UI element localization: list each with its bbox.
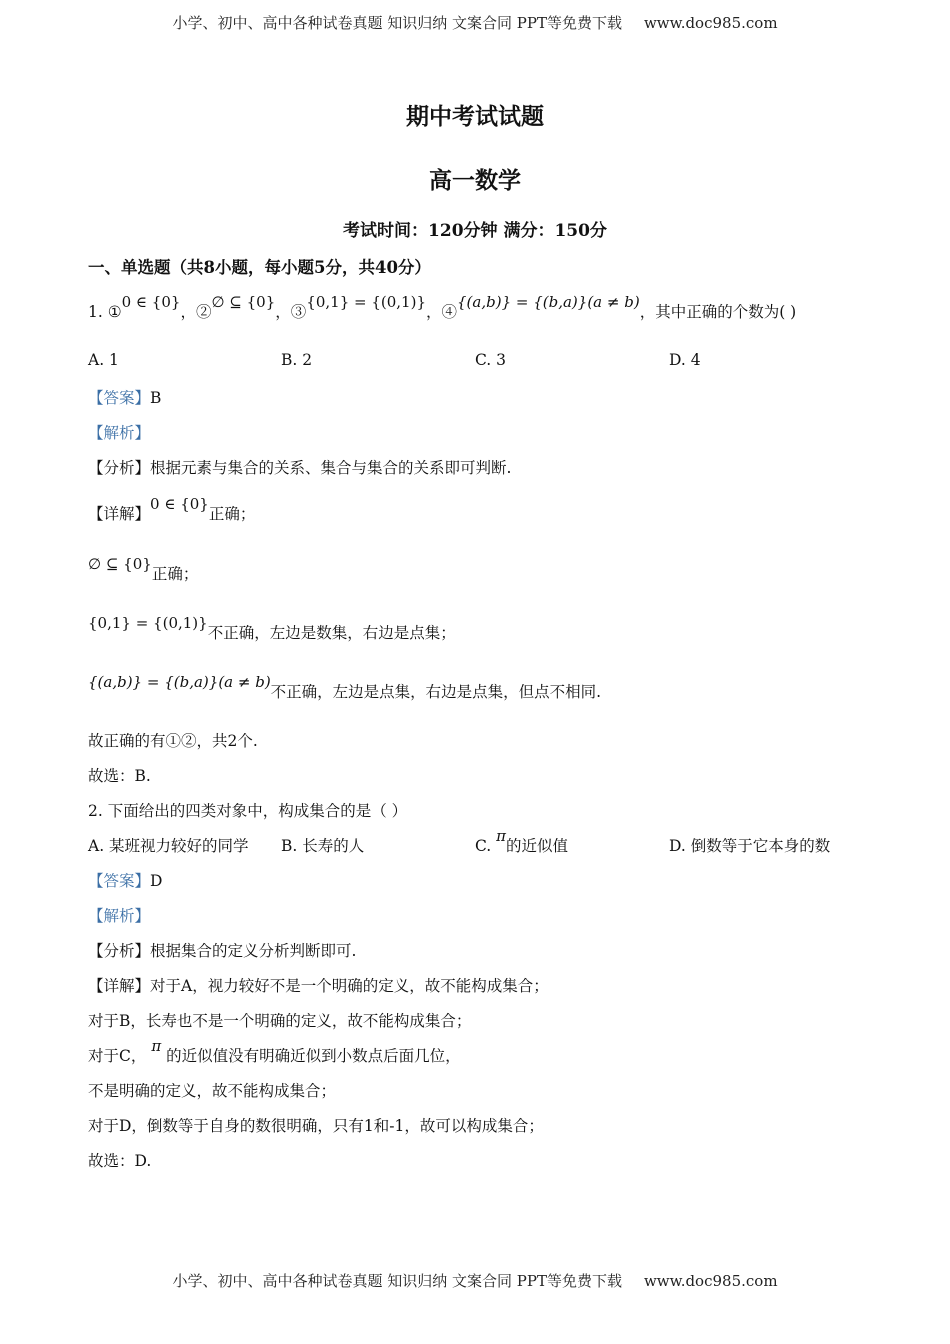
q1-answer (88, 386, 161, 408)
q1-option-a: A. 1 (88, 351, 119, 369)
q2-detail-1 (88, 974, 549, 996)
q2-detail-3 (88, 1037, 461, 1066)
pi-symbol: π (151, 1037, 162, 1055)
detail-text-3: 不正确，左边是数集，右边是点集； (207, 624, 456, 642)
q1-analysis-label: 【解析】 (88, 424, 151, 442)
q1-math-4: {(a,b)} = {(b,a)}(a ≠ b) (457, 293, 640, 311)
header-site[interactable]: www.doc985.com (643, 14, 778, 32)
q2-choose: 故选：D. (88, 1152, 152, 1170)
detail-math-3: {0,1} = {(0,1)} (88, 614, 208, 632)
q1-detail-3 (88, 614, 456, 643)
q1-option-c: C. 3 (475, 351, 507, 369)
detail-math-4: {(a,b)} = {(b,a)}(a ≠ b) (88, 673, 271, 691)
q2-option-c (475, 827, 569, 856)
answer-label: 【答案】 (88, 872, 151, 890)
q1-detail-4 (88, 673, 602, 702)
q2-fenxi (88, 939, 356, 961)
q1-option-d: D. 4 (669, 351, 701, 369)
q2-option-d: D. 倒数等于它本身的数 (669, 837, 831, 855)
q2-detail-5: 对于D，倒数等于自身的数很明确，只有1和-1，故可以构成集合； (88, 1117, 544, 1135)
page-header (0, 12, 950, 33)
detail-3-suffix: 的近似值没有明确近似到小数点后面几位， (166, 1047, 461, 1065)
q1-tail: ，其中正确的个数为( ) (639, 303, 797, 321)
q2-answer (88, 869, 162, 891)
q2-analysis-label: 【解析】 (88, 907, 151, 925)
q1-math-2: ∅ ⊆ {0} (211, 293, 276, 311)
detail-3-prefix: 对于C， (88, 1047, 147, 1065)
q2-option-a: A. 某班视力较好的同学 (88, 837, 249, 855)
fenxi-text: 根据元素与集合的关系、集合与集合的关系即可判断. (150, 459, 512, 477)
detail-text-2: 正确； (151, 565, 199, 583)
detail-text-1: 对于A，视力较好不是一个明确的定义，故不能构成集合； (150, 977, 549, 995)
xiangjie-label: 【详解】 (88, 505, 151, 523)
page-footer (0, 1270, 950, 1291)
q2-detail-2: 对于B，长寿也不是一个明确的定义，故不能构成集合； (88, 1012, 472, 1030)
detail-math-2: ∅ ⊆ {0} (88, 555, 152, 573)
detail-text-4: 不正确，左边是点集，右边是点集，但点不相同. (270, 683, 602, 701)
answer-value: D (150, 872, 163, 890)
exam-title: 期中考试试题 (406, 103, 544, 130)
q1-sep-2: ，② (180, 303, 212, 321)
section-heading: 一、单选题（共8小题，每小题5分，共40分） (88, 258, 431, 277)
xiangjie-label: 【详解】 (88, 977, 151, 995)
q1-conclusion: 故正确的有①②，共2个. (88, 732, 258, 750)
q2-option-c-prefix: C. (475, 837, 492, 855)
header-text: 小学、初中、高中各种试卷真题 知识归纳 文案合同 PPT等免费下载 (172, 14, 622, 32)
q2-option-c-suffix: 的近似值 (506, 837, 569, 855)
fenxi-label: 【分析】 (88, 942, 151, 960)
fenxi-text: 根据集合的定义分析判断即可. (150, 942, 357, 960)
q1-sep-4: ，④ (426, 303, 458, 321)
q1-prefix: 1. ① (88, 303, 122, 321)
answer-label: 【答案】 (88, 389, 151, 407)
fenxi-label: 【分析】 (88, 459, 151, 477)
detail-math-1: 0 ∈ {0} (150, 495, 209, 513)
pi-symbol: π (496, 827, 507, 845)
q1-detail-1 (88, 495, 256, 524)
q1-choose: 故选：B. (88, 767, 151, 785)
answer-value: B (150, 389, 162, 407)
q1-detail-2 (88, 555, 199, 584)
detail-text-1: 正确； (208, 505, 256, 523)
footer-text: 小学、初中、高中各种试卷真题 知识归纳 文案合同 PPT等免费下载 (172, 1272, 622, 1290)
q1-math-1: 0 ∈ {0} (121, 293, 181, 311)
q2-option-b: B. 长寿的人 (281, 837, 365, 855)
q1-math-3: {0,1} = {(0,1)} (306, 293, 426, 311)
q2-detail-4: 不是明确的定义，故不能构成集合； (88, 1082, 337, 1100)
q2-stem: 2. 下面给出的四类对象中，构成集合的是（ ） (88, 802, 408, 820)
exam-subject: 高一数学 (429, 167, 521, 194)
q1-fenxi (88, 456, 511, 478)
exam-info: 考试时间：120分钟 满分：150分 (343, 221, 607, 241)
footer-site[interactable]: www.doc985.com (643, 1272, 778, 1290)
q1-sep-3: ，③ (275, 303, 307, 321)
q1-stem (88, 293, 797, 322)
q1-option-b: B. 2 (281, 351, 313, 369)
